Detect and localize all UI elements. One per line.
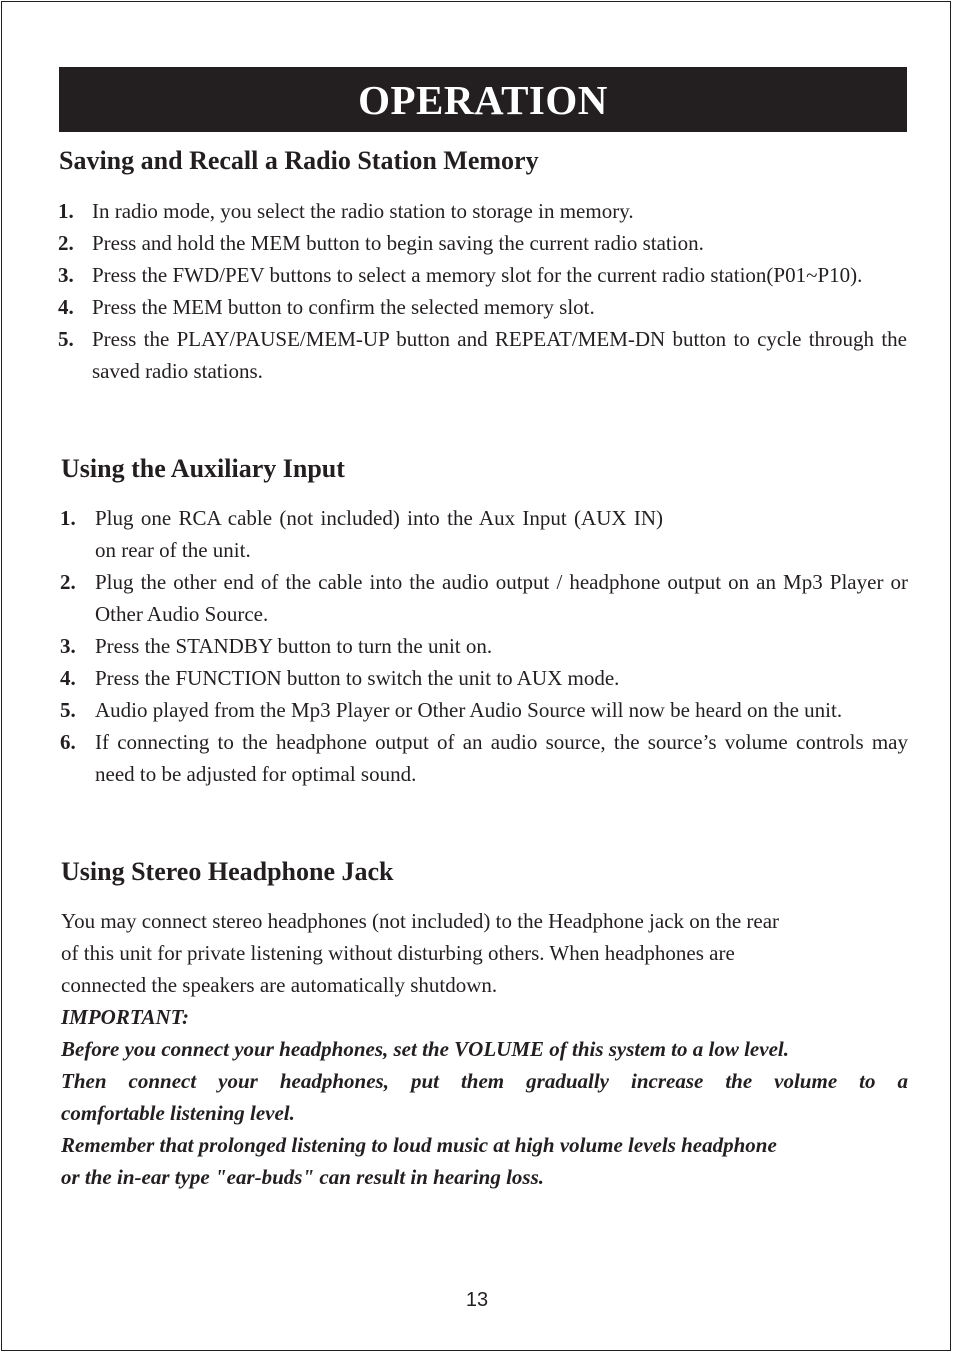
list-item [58,195,907,227]
step-text: Press and hold the MEM button to begin saving the current radio station. [92,231,704,255]
step-number: 5. [60,698,76,722]
list-item [58,291,907,323]
paragraph-line: connected the speakers are automatically shutdown. [61,973,498,997]
step-text: In radio mode, you select the radio station to storage in memory. [92,199,634,223]
radio-memory-steps [58,195,907,387]
note-line: comfortable listening level. [61,1101,295,1125]
list-item [60,726,908,790]
step-number: 3. [58,263,74,287]
headphone-jack-body [61,905,916,1193]
step-number: 1. [60,506,76,530]
note-line: Then connect your headphones, put them gradually increase the volume to a [61,1069,908,1093]
step-number: 1. [58,199,74,223]
step-text: Press the MEM button to confirm the selected memory slot. [92,295,595,319]
list-item [60,694,908,726]
step-text: Press the PLAY/PAUSE/MEM-UP button and REPEAT/MEM-DN button to cycle through the saved radio stations. [92,327,907,383]
section-heading-aux-input: Using the Auxiliary Input [61,454,345,483]
page-number: 13 [465,1289,489,1311]
page-title: OPERATION [358,76,608,123]
section-heading-radio-memory: Saving and Recall a Radio Station Memory [59,146,539,175]
important-note [61,1033,916,1193]
section-heading-headphone-jack: Using Stereo Headphone Jack [61,857,394,886]
list-item [58,323,907,387]
step-text: If connecting to the headphone output of an audio source, the source’s volume controls may need to be adjusted for optimal sound. [95,730,908,786]
step-number: 4. [58,295,74,319]
paragraph-line: You may connect stereo headphones (not included) to the Headphone jack on the rear [61,909,780,933]
step-number: 6. [60,730,76,754]
step-text: Plug the other end of the cable into the audio output / headphone output on an Mp3 Player or Other Audio Source. [95,570,908,626]
step-text: Press the FWD/PEV buttons to select a memory slot for the current radio station(P01~P10). [92,263,863,287]
step-number: 4. [60,666,76,690]
aux-input-steps [60,502,908,790]
list-item [60,566,908,630]
note-line: Before you connect your headphones, set the VOLUME of this system to a low level. [61,1037,789,1061]
step-number: 5. [58,327,74,351]
note-line: Remember that prolonged listening to loud music at high volume levels headphone [61,1133,777,1157]
paragraph-line: of this unit for private listening without disturbing others. When headphones are [61,941,735,965]
step-text: Press the STANDBY button to turn the unit on. [95,634,493,658]
list-item [58,259,907,291]
list-item [60,630,908,662]
title-banner [59,67,907,132]
important-label: IMPORTANT: [61,1005,189,1029]
step-number: 2. [60,570,76,594]
step-number: 3. [60,634,76,658]
step-text: Press the FUNCTION button to switch the unit to AUX mode. [95,666,620,690]
note-line: or the in-ear type "ear-buds" can result in hearing loss. [61,1165,545,1189]
list-item [60,662,908,694]
headphone-paragraph [61,905,916,1001]
step-text: Audio played from the Mp3 Player or Other Audio Source will now be heard on the unit. [95,698,843,722]
step-number: 2. [58,231,74,255]
list-item [58,227,907,259]
step-text: Plug one RCA cable (not included) into the Aux Input (AUX IN) on rear of the unit. [95,506,663,562]
list-item [60,502,908,566]
